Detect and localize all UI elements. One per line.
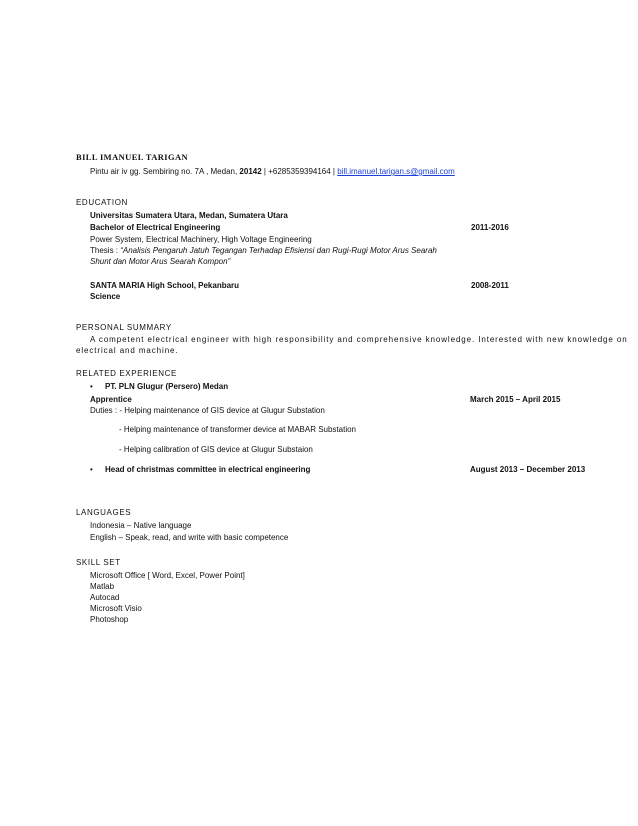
language-item-2: English – Speak, read, and write with basic competence (90, 533, 289, 542)
skill-item-5: Photoshop (90, 615, 129, 624)
summary-heading: PERSONAL SUMMARY (76, 323, 172, 332)
bullet-2: • (90, 465, 93, 474)
skills-heading: SKILL SET (76, 558, 121, 567)
experience-duty-3: - Helping calibration of GIS device at Glugur Substaion (119, 445, 313, 454)
education-years-1: 2011-2016 (471, 223, 509, 232)
education-heading: EDUCATION (76, 198, 128, 207)
education-institution-2: SANTA MARIA High School, Pekanbaru (90, 281, 240, 290)
summary-line-2: electrical and machine. (76, 346, 179, 355)
experience-heading: RELATED EXPERIENCE (76, 369, 177, 378)
summary-line-1: A competent electrical engineer with high responsibility and comprehensive knowledge. Interested with new knowledge on (90, 335, 628, 344)
education-institution-1: Universitas Sumatera Utara, Medan, Sumatera Utara (90, 211, 288, 220)
skill-item-1: Microsoft Office [ Word, Excel, Power Point] (90, 571, 245, 580)
email-link[interactable]: bill.imanuel.tarigan.s@gmail.com (337, 167, 455, 176)
bullet-1: • (90, 382, 93, 391)
thesis-label: Thesis : (90, 246, 121, 255)
address: Pintu air iv gg. Sembiring no. 7A , Medan, (90, 167, 240, 176)
education-degree-2: Science (90, 292, 121, 301)
education-thesis (90, 245, 437, 256)
languages-heading: LANGUAGES (76, 508, 132, 517)
education-degree-1: Bachelor of Electrical Engineering (90, 223, 221, 232)
experience-company-2: Head of christmas committee in electrical engineering (105, 465, 311, 474)
thesis-title-line1: “Analisis Pengaruh Jatuh Tegangan Terhadap Efisiensi dan Rugi-Rugi Motor Arus Searah (120, 246, 437, 255)
skill-item-3: Autocad (90, 593, 120, 602)
skill-item-4: Microsoft Visio (90, 604, 142, 613)
candidate-name: BILL IMANUEL TARIGAN (76, 152, 189, 162)
contact-line (90, 166, 455, 177)
phone: | +6285359394164 | (261, 167, 338, 176)
experience-period-2: August 2013 – December 2013 (470, 465, 586, 474)
experience-company-1: PT. PLN Glugur (Persero) Medan (105, 382, 229, 391)
postcode: 20142 (239, 167, 262, 176)
education-years-2: 2008-2011 (471, 281, 509, 290)
experience-role-1: Apprentice (90, 395, 132, 404)
language-item-1: Indonesia – Native language (90, 521, 192, 530)
experience-duty-2: - Helping maintenance of transformer device at MABAR Substation (119, 425, 357, 434)
experience-duty-1: Duties : - Helping maintenance of GIS device at Glugur Substation (90, 406, 325, 415)
thesis-title-line2: Shunt dan Motor Arus Searah Kompon” (90, 257, 231, 266)
skill-item-2: Matlab (90, 582, 115, 591)
education-concentration: Power System, Electrical Machinery, High Voltage Engineering (90, 235, 312, 244)
experience-period-1: March 2015 – April 2015 (470, 395, 561, 404)
